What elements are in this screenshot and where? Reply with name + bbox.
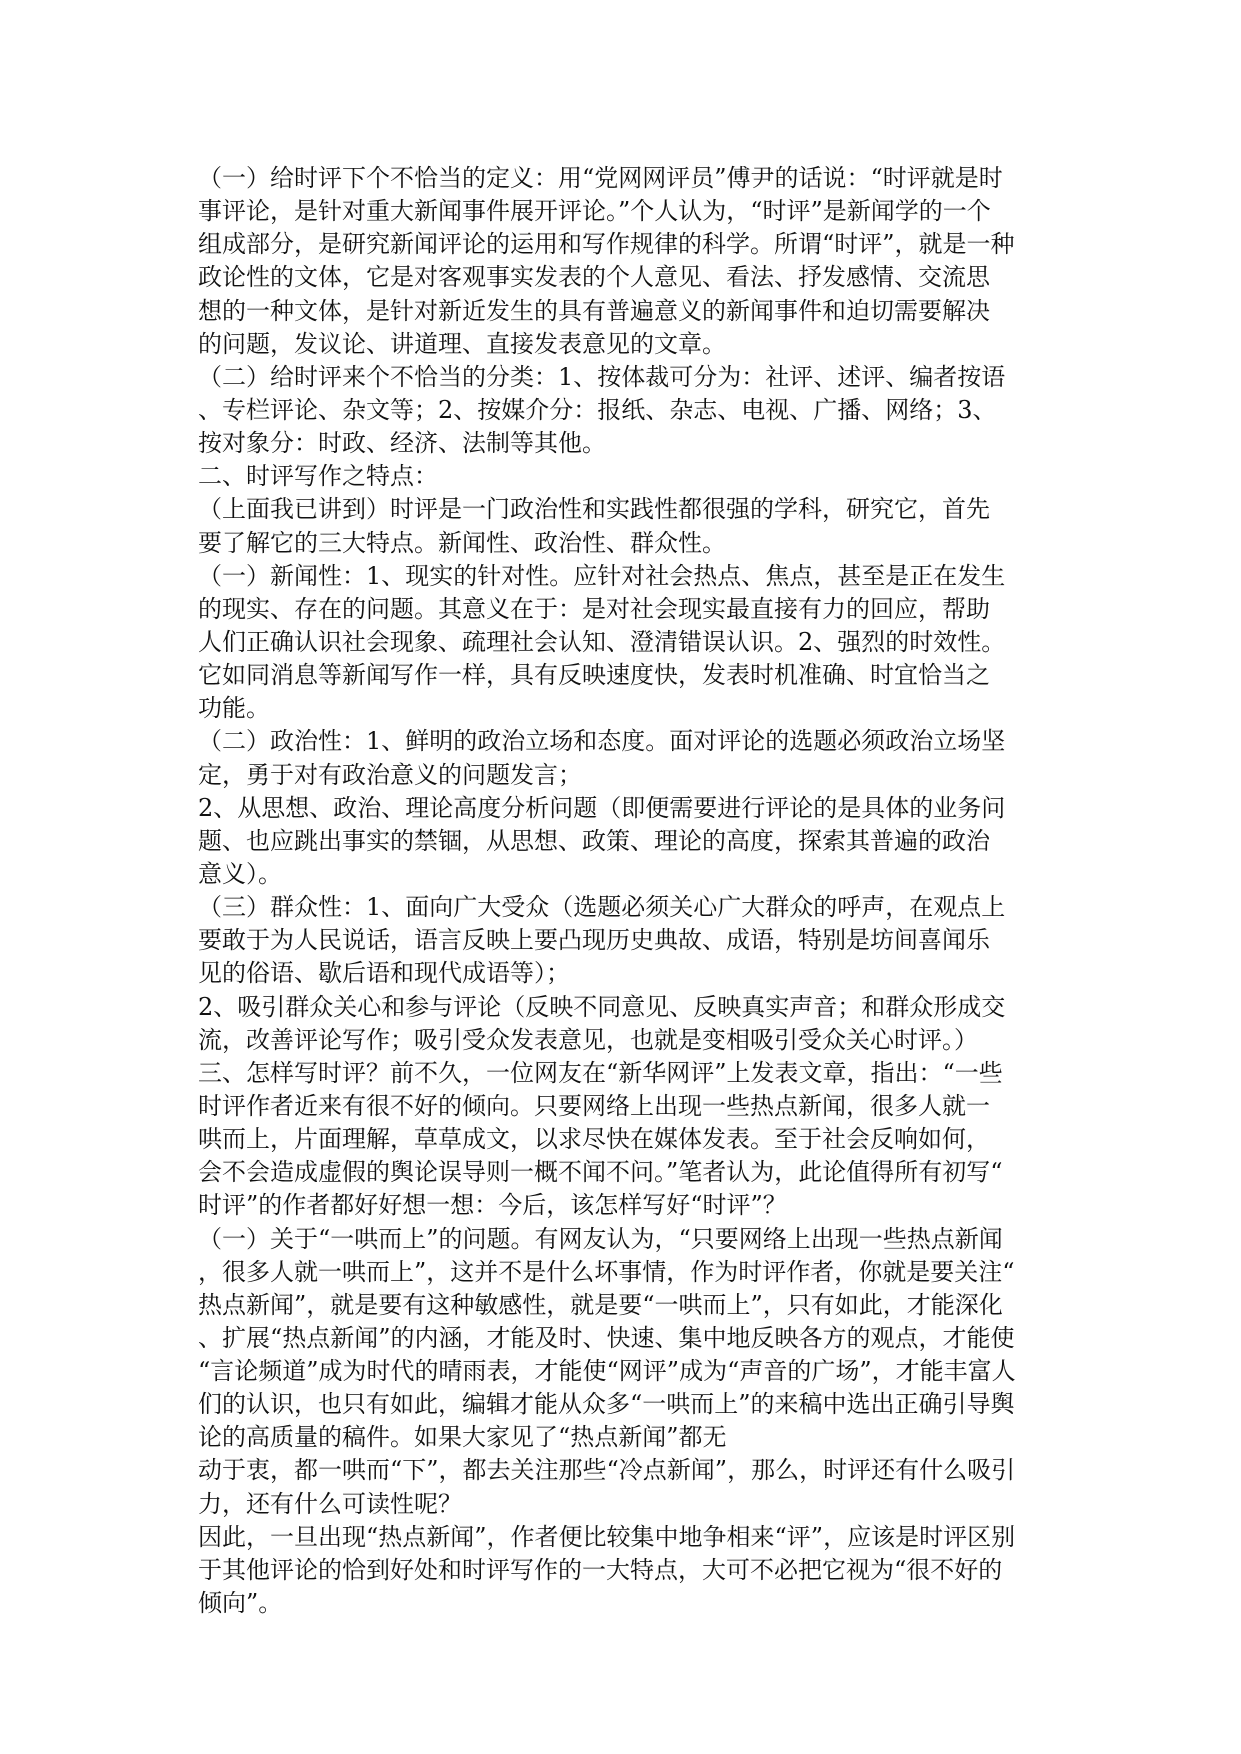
text-line: “言论频道”成为时代的晴雨表，才能使“网评”成为“声音的广场”，才能丰富人 xyxy=(198,1357,1016,1386)
text-line: 热点新闻”，就是要有这种敏感性，就是要“一哄而上”，只有如此，才能深化 xyxy=(198,1290,1003,1319)
text-line: 二、时评写作之特点： xyxy=(198,462,438,491)
text-line: （一）关于“一哄而上”的问题。有网友认为，“只要网络上出现一些热点新闻 xyxy=(198,1224,1003,1253)
text-line: （上面我已讲到）时评是一门政治性和实践性都很强的学科，研究它，首先 xyxy=(198,495,990,524)
text-line: 事评论，是针对重大新闻事件展开评论。”个人认为，“时评”是新闻学的一个 xyxy=(198,197,991,226)
text-line: 论的高质量的稿件。如果大家见了“热点新闻”都无 xyxy=(198,1423,727,1452)
text-line: （三）群众性：1、面向广大受众（选题必须关心广大群众的呼声，在观点上 xyxy=(198,893,1006,922)
text-line: 见的俗语、歇后语和现代成语等）； xyxy=(198,959,570,988)
text-line: 人们正确认识社会现象、疏理社会认知、澄清错误认识。2、强烈的时效性。 xyxy=(198,627,1006,656)
text-line: 流，改善评论写作；吸引受众发表意见，也就是变相吸引受众关心时评。） xyxy=(198,1025,978,1054)
text-line: （一）新闻性：1、现实的针对性。应针对社会热点、焦点，甚至是正在发生 xyxy=(198,561,1006,590)
text-line: 的现实、存在的问题。其意义在于：是对社会现实最直接有力的回应，帮助 xyxy=(198,594,990,623)
text-line: 要敢于为人民说话，语言反映上要凸现历史典故、成语，特别是坊间喜闻乐 xyxy=(198,926,990,955)
text-line: 因此，一旦出现“热点新闻”，作者便比较集中地争相来“评”，应该是时评区别 xyxy=(198,1522,1016,1551)
text-line: 、扩展“热点新闻”的内涵，才能及时、快速、集中地反映各方的观点，才能使 xyxy=(198,1323,1015,1352)
text-line: （二）政治性：1、鲜明的政治立场和态度。面对评论的选题必须政治立场坚 xyxy=(198,727,1006,756)
text-line: 时评”的作者都好好想一想：今后，该怎样写好“时评”？ xyxy=(198,1191,787,1220)
text-line: 于其他评论的恰到好处和时评写作的一大特点，大可不必把它视为“很不好的 xyxy=(198,1555,1003,1584)
text-line: 2、吸引群众关心和参与评论（反映不同意见、反映真实声音；和群众形成交 xyxy=(198,992,1006,1021)
text-line: 政论性的文体，它是对客观事实发表的个人意见、看法、抒发感情、交流思 xyxy=(198,263,990,292)
text-line: 2、从思想、政治、理论高度分析问题（即便需要进行评论的是具体的业务问 xyxy=(198,793,1006,822)
text-line: 功能。 xyxy=(198,694,270,723)
text-line: 要了解它的三大特点。新闻性、政治性、群众性。 xyxy=(198,528,726,557)
text-line: 三、怎样写时评？前不久，一位网友在“新华网评”上发表文章，指出：“一些 xyxy=(198,1058,1003,1087)
text-line: 力，还有什么可读性呢？ xyxy=(198,1489,462,1518)
text-line: 时评作者近来有很不好的倾向。只要网络上出现一些热点新闻，很多人就一 xyxy=(198,1091,990,1120)
text-line: 倾向”。 xyxy=(198,1589,283,1618)
text-line: 按对象分：时政、经济、法制等其他。 xyxy=(198,429,606,458)
text-line: 的问题，发议论、讲道理、直接发表意见的文章。 xyxy=(198,329,726,358)
text-line: （二）给时评来个不恰当的分类：1、按体裁可分为：社评、述评、编者按语 xyxy=(198,362,1006,391)
text-line: 会不会造成虚假的舆论误导则一概不闻不问。”笔者认为，此论值得所有初写“ xyxy=(198,1158,1003,1187)
text-line: 动于衷，都一哄而“下”，都去关注那些“冷点新闻”，那么，时评还有什么吸引 xyxy=(198,1456,1016,1485)
document-body xyxy=(198,162,1044,1620)
text-line: ，很多人就一哄而上”，这并不是什么坏事情，作为时评作者，你就是要关注“ xyxy=(198,1257,1015,1286)
text-line: 们的认识，也只有如此，编辑才能从众多“一哄而上”的来稿中选出正确引导舆 xyxy=(198,1390,1015,1419)
text-line: 、专栏评论、杂文等；2、按媒介分：报纸、杂志、电视、广播、网络；3、 xyxy=(198,395,997,424)
text-line: 题、也应跳出事实的禁锢，从思想、政策、理论的高度，探索其普遍的政治 xyxy=(198,826,990,855)
text-line: 意义）。 xyxy=(198,859,282,888)
text-line: 它如同消息等新闻写作一样，具有反映速度快，发表时机准确、时宜恰当之 xyxy=(198,661,990,690)
text-line: 想的一种文体，是针对新近发生的具有普遍意义的新闻事件和迫切需要解决 xyxy=(198,296,990,325)
text-line: 组成部分，是研究新闻评论的运用和写作规律的科学。所谓“时评”，就是一种 xyxy=(198,230,1015,259)
text-line: （一）给时评下个不恰当的定义：用“党网网评员”傅尹的话说：“时评就是时 xyxy=(198,164,1003,192)
text-line: 定，勇于对有政治意义的问题发言； xyxy=(198,760,582,789)
text-line: 哄而上，片面理解，草草成文，以求尽快在媒体发表。至于社会反响如何， xyxy=(198,1125,990,1154)
